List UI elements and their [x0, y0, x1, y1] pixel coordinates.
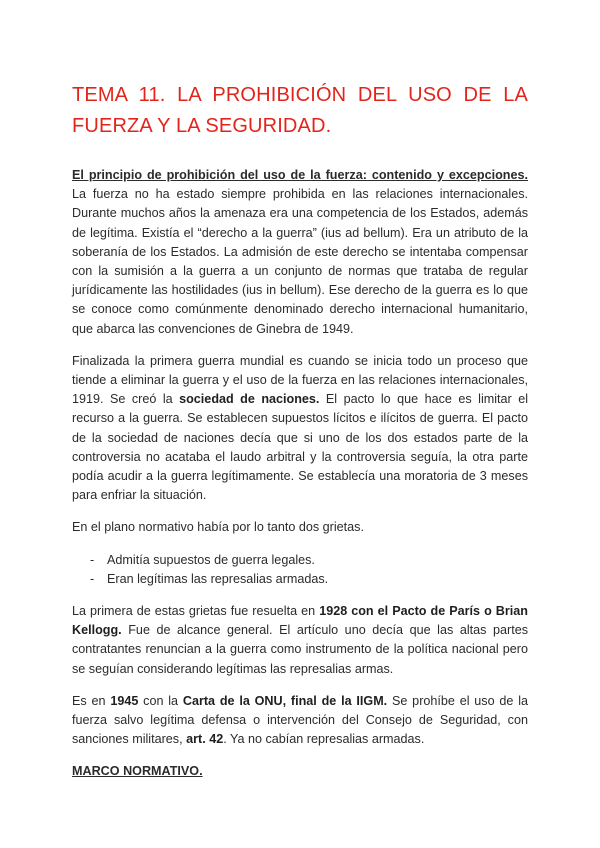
text-run: Fue de alcance general. El artículo uno decía que las altas partes contratantes renuncian a la guerra como instrumento de la política nacional pero se seguían considerando legítimas las represalias armas.	[72, 623, 528, 676]
list-item: - Admitía supuestos de guerra legales.	[90, 551, 528, 570]
paragraph-paris-pact	[72, 602, 528, 679]
text-run: Se prohíbe el uso de la fuerza salvo legítima defensa o intervención del Consejo de Seguridad, con sanciones militares,	[72, 693, 529, 747]
paragraph-two-cracks: En el plano normativo había por lo tanto dos grietas.	[72, 520, 364, 535]
principle-text: La fuerza no ha estado siempre prohibida en las relaciones internacionales. Durante muchos años la amenaza era una competencia de los Estados, además de legítima. Existía el “derecho a la guerra” (ius ad bellum). Era un atributo de la soberanía de los Estados. La admisión de este derecho se intentaba compensar con la sumisión a la guerra a un conjunto de normas que trataba de regular jurídicamente las hostilidades (ius in bellum). Ese derecho de la guerra es lo que se conoce como comúnmente denominado derecho internacional humanitario, que abarca las convenciones de Ginebra de 1949.	[72, 187, 528, 336]
paragraph-principle	[72, 166, 528, 339]
text-run: Finalizada la primera guerra mundial es cuando se inicia todo un proceso que tiende a eliminar la guerra y el uso de la fuerza en las relaciones internacionales, 1919. Se creó la	[72, 353, 528, 407]
text-run: El pacto lo que hace es limitar el recurso a la guerra. Se establecen supuestos lícitos e ilícitos de guerra. El pacto de la sociedad de naciones decía que si uno de los dos estados parte de la controversia no acataba el laudo arbitral y la controversia seguía, la otra parte podía acudir a la guerra legítimamente. Se establecía una moratoria de 3 meses para enfriar la situación.	[72, 392, 529, 503]
text-run: Es en	[72, 693, 111, 708]
bold-article: art. 42	[186, 732, 224, 747]
text-run: . Ya no cabían represalias armadas.	[223, 732, 425, 747]
bold-un-charter: Carta de la ONU, final de la IIGM.	[182, 693, 388, 708]
principle-heading: El principio de prohibición del uso de la fuerza: contenido y excepciones.	[72, 168, 528, 182]
document-title: TEMA 11. LA PROHIBICIÓN DEL USO DE LA FUERZA Y LA SEGURIDAD.	[72, 84, 528, 137]
document-page	[72, 80, 528, 782]
bold-society-of-nations: sociedad de naciones.	[179, 392, 320, 407]
cracks-list	[72, 551, 528, 589]
section-heading: MARCO NORMATIVO.	[72, 764, 203, 779]
paragraph-society-of-nations	[72, 352, 528, 506]
text-run: La primera de estas grietas fue resuelta en	[72, 604, 320, 619]
paragraph-un-charter	[72, 692, 528, 750]
list-item: - Eran legítimas las represalias armadas.	[90, 570, 528, 589]
bold-year: 1945	[110, 693, 139, 708]
bold-paris-pact: 1928 con el Pacto de París o Brian Kellogg.	[72, 604, 528, 638]
text-run: con la	[138, 693, 183, 708]
